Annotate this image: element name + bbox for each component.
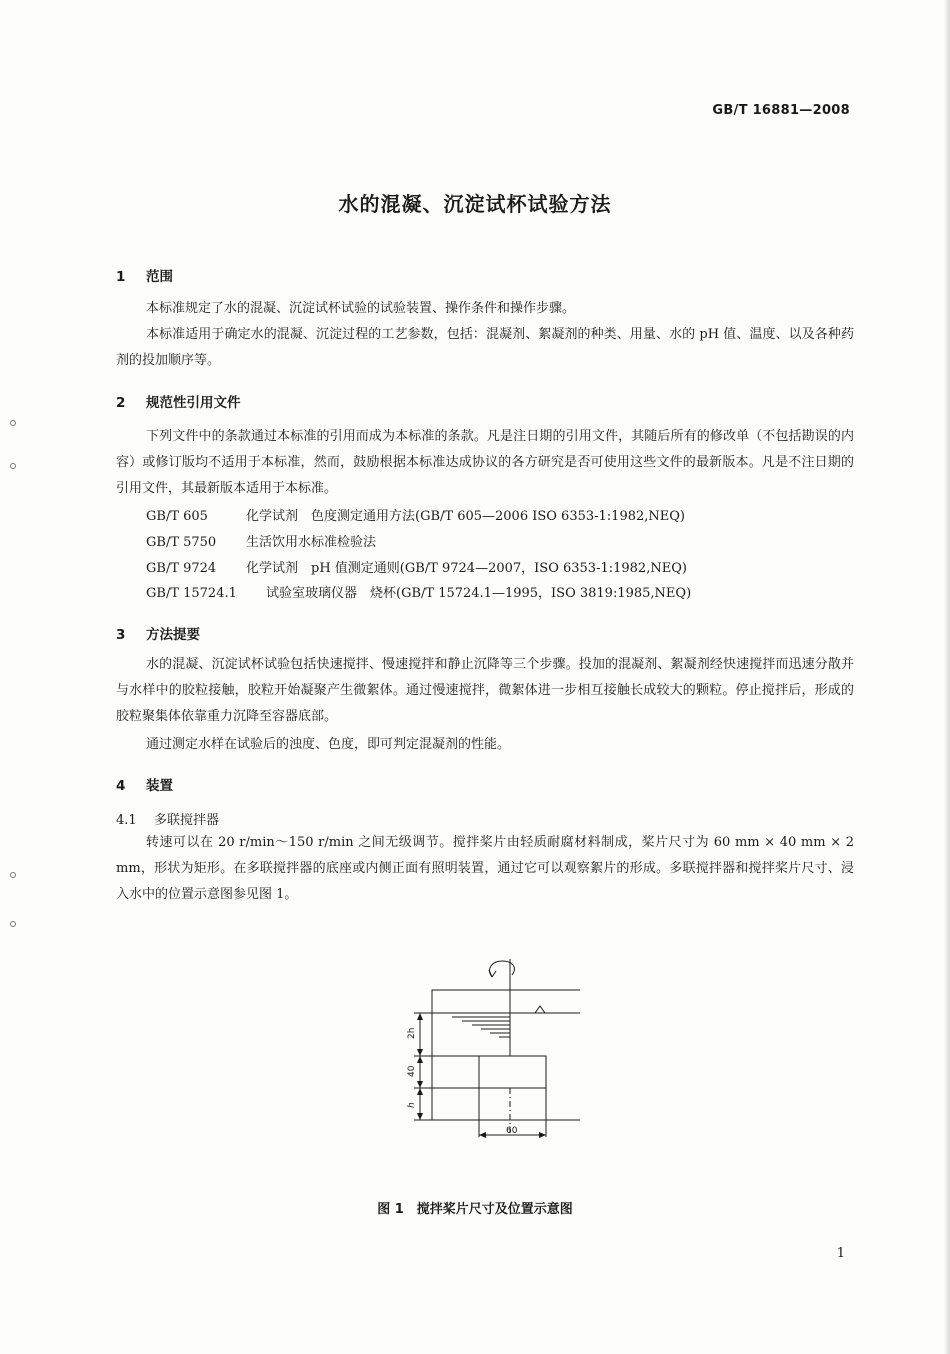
paragraph: 水的混凝、沉淀试杯试验包括快速搅拌、慢速搅拌和静止沉降等三个步骤。投加的混凝剂、絮凝剂经快速搅拌而迅速分散并与水样中的胶粒接触，胶粒开始凝聚产生微絮体。通过慢速搅拌，微絮体进一步相互接触长成较大的颗粒。停止搅拌后，形成的胶粒聚集体依靠重力沉降至容器底部。 [116,657,854,724]
reference-text: 生活饮用水标准检验法 [246,535,377,550]
reference-text: 化学试剂 色度测定通用方法(GB/T 605—2006 ISO 6353-1:1982,NEQ) [246,509,685,524]
section-title: 装置 [146,778,173,794]
section-number: 3 [116,627,126,643]
dimension-label-40: 40 [407,1065,417,1077]
binding-hole-mark [10,420,16,426]
reference-text: 试验室玻璃仪器 烧杯(GB/T 15724.1—1995，ISO 3819:1985,NEQ) [266,586,692,601]
dimension-label-2h: 2h [407,1027,417,1039]
dimension-label-h: h [407,1102,417,1108]
reference-text: 化学试剂 pH 值测定通则(GB/T 9724—2007，ISO 6353-1:1982,NEQ) [246,561,687,576]
dimension-arrowhead [479,1132,486,1138]
standard-number: GB/T 16881—2008 [712,103,850,118]
dimension-arrowhead [417,1013,423,1020]
reference-code: GB/T 605 [146,509,208,524]
paragraph: 下列文件中的条款通过本标准的引用而成为本标准的条款。凡是注日期的引用文件，其随后所有的修改单（不包括勘误的内容）或修订版均不适用于本标准，然而，鼓励根据本标准达成协议的各方研究是否可使用这些文件的最新版本。凡是不注日期的引用文件，其最新版本适用于本标准。 [116,429,854,496]
binding-hole-mark [10,921,16,927]
stirring-paddle-diagram [380,955,580,1145]
water-hatching [452,1017,510,1037]
figure-caption: 图 1 搅拌桨片尺寸及位置示意图 [377,1202,573,1217]
dimension-arrowhead [417,1113,423,1120]
reference-code: GB/T 9724 [146,561,217,576]
rotation-arrowhead [489,970,496,977]
section-heading-3 [116,623,200,643]
normative-reference [146,531,376,550]
normative-reference [146,557,687,576]
subsection-heading-4-1 [116,809,219,828]
paragraph: 通过测定水样在试验后的浊度、色度，即可判定混凝剂的性能。 [146,737,511,752]
section-title: 方法提要 [146,627,200,643]
dimension-arrowhead [417,1056,423,1063]
dimension-arrowhead [417,1049,423,1056]
beaker-outline [432,990,580,1120]
binding-hole-mark [10,872,16,878]
paddle-blade [479,1056,546,1088]
subsection-title: 多联搅拌器 [154,813,220,828]
paragraph: 本标准规定了水的混凝、沉淀试杯试验的试验装置、操作条件和操作步骤。 [146,301,576,316]
dimension-arrowhead [417,1081,423,1088]
page-number: 1 [836,1246,845,1261]
document-title: 水的混凝、沉淀试杯试验方法 [338,192,612,216]
section-heading-2 [116,391,241,411]
section-heading-4 [116,774,173,794]
section-number: 1 [116,269,126,285]
reference-code: GB/T 5750 [146,535,217,550]
section-number: 4 [116,778,126,794]
reference-code: GB/T 15724.1 [146,586,237,601]
normative-reference [146,582,691,601]
section-title: 范围 [146,269,173,285]
section-number: 2 [116,395,126,411]
paragraph: 转速可以在 20 r/min～150 r/min 之间无级调节。搅拌桨片由轻质耐腐材料制成，桨片尺寸为 60 mm × 40 mm × 2 mm，形状为矩形。在多联搅拌器的底座或内侧正面有照明装置，通过它可以观察絮片的形成。多联搅拌器和搅拌桨片尺寸、浸入水中的位置示意图参见图 1。 [116,835,854,902]
dimension-arrowhead [417,1088,423,1095]
paragraph: 本标准适用于确定水的混凝、沉淀过程的工艺参数，包括：混凝剂、絮凝剂的种类、用量、水的 pH 值、温度、以及各种药剂的投加顺序等。 [116,327,854,368]
binding-hole-mark [10,463,16,469]
subsection-number: 4.1 [116,813,137,828]
water-level-symbol [535,1006,545,1013]
dimension-label-60: 60 [506,1126,518,1136]
normative-reference [146,505,685,524]
section-heading-1 [116,265,173,285]
dimension-arrowhead [539,1132,546,1138]
section-title: 规范性引用文件 [146,395,241,411]
